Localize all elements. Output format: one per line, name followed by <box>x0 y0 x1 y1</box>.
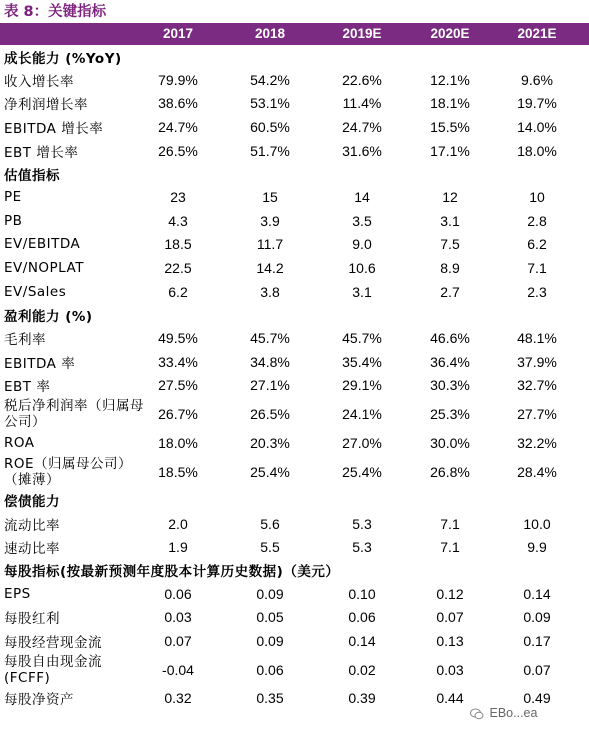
row-label: EV/EBITDA <box>4 236 81 253</box>
table-cell: 36.4% <box>430 353 470 370</box>
table-cell: 15.5% <box>430 118 470 135</box>
wechat-icon <box>470 708 484 720</box>
table-cell: 27.7% <box>517 406 557 423</box>
section-title: 每股指标(按最新预测年度股本计算历史数据)（美元） <box>4 564 340 581</box>
row-label: EBT 率 <box>4 379 51 396</box>
table-cell: 53.1% <box>250 95 290 112</box>
table-cell: 54.2% <box>250 71 290 88</box>
section-title: 偿债能力 <box>4 494 60 511</box>
column-header: 2021E <box>517 26 557 41</box>
table-row <box>0 582 589 606</box>
table-cell: 24.7% <box>342 118 382 135</box>
table-cell: 27.5% <box>158 377 198 394</box>
table-cell: 32.2% <box>517 434 557 451</box>
table-cell: 23 <box>170 189 186 206</box>
table-cell: 0.07 <box>523 661 551 678</box>
section-header-row <box>0 489 589 512</box>
section-header-row <box>0 45 589 68</box>
table-cell: 8.9 <box>440 259 460 276</box>
section-title: 估值指标 <box>4 167 60 184</box>
row-label: 收入增长率 <box>4 73 74 90</box>
table-cell: 0.39 <box>348 690 376 707</box>
table-cell: 7.1 <box>440 515 460 532</box>
table-cell: 6.2 <box>527 236 547 253</box>
table-cell: 10 <box>529 189 545 206</box>
table-cell: 9.6% <box>521 71 553 88</box>
table-cell: 22.5 <box>164 259 192 276</box>
table-row <box>0 256 589 280</box>
table-cell: 3.1 <box>352 283 372 300</box>
row-label: 每股自由现金流(FCFF) <box>4 653 102 686</box>
table-cell: 17.1% <box>430 142 470 159</box>
table-cell: 35.4% <box>342 353 382 370</box>
table-cell: 0.14 <box>523 585 551 602</box>
table-cell: 79.9% <box>158 71 198 88</box>
table-cell: 33.4% <box>158 353 198 370</box>
table-cell: 25.3% <box>430 406 470 423</box>
table-cell: 5.5 <box>260 539 280 556</box>
table-cell: 10.6 <box>348 259 376 276</box>
table-row <box>0 280 589 304</box>
table-cell: 60.5% <box>250 118 290 135</box>
table-cell: 2.7 <box>440 283 460 300</box>
table-cell: 0.05 <box>256 609 284 626</box>
watermark-text: EBo...ea <box>489 706 538 720</box>
table-cell: 7.5 <box>440 236 460 253</box>
table-cell: 29.1% <box>342 377 382 394</box>
column-header: 2020E <box>430 26 470 41</box>
column-header: 2018 <box>254 26 286 41</box>
table-cell: 5.3 <box>352 539 372 556</box>
table-cell: 0.10 <box>348 585 376 602</box>
table-cell: 0.12 <box>436 585 464 602</box>
table-row <box>0 431 589 455</box>
table-cell: 18.5% <box>158 463 198 480</box>
table-row <box>0 455 589 489</box>
table-title: 表 8：关键指标 <box>4 4 107 20</box>
table-cell: 2.8 <box>527 212 547 229</box>
table-cell: 11.4% <box>342 95 382 112</box>
row-label: EBITDA 率 <box>4 355 76 372</box>
table-cell: 27.0% <box>342 434 382 451</box>
table-cell: 3.9 <box>260 212 280 229</box>
row-label: 每股经营现金流 <box>4 634 102 651</box>
table-cell: 14.0% <box>517 118 557 135</box>
section-header-row <box>0 162 589 185</box>
table-cell: 3.1 <box>440 212 460 229</box>
table-cell: 0.17 <box>523 632 551 649</box>
table-cell: 2.3 <box>527 283 547 300</box>
row-label: ROA <box>4 434 35 451</box>
section-title: 盈利能力 (%) <box>4 308 93 325</box>
table-cell: 0.03 <box>164 609 192 626</box>
table-cell: 0.49 <box>523 690 551 707</box>
table-cell: 45.7% <box>250 330 290 347</box>
section-header-row <box>0 303 589 326</box>
table-cell: 28.4% <box>517 463 557 480</box>
table-cell: 7.1 <box>527 259 547 276</box>
table-cell: 5.6 <box>260 515 280 532</box>
table-cell: 0.03 <box>436 661 464 678</box>
table-cell: 0.14 <box>348 632 376 649</box>
table-cell: 49.5% <box>158 330 198 347</box>
table-cell: 45.7% <box>342 330 382 347</box>
table-cell: 4.3 <box>168 212 188 229</box>
table-cell: 22.6% <box>342 71 382 88</box>
row-label: PE <box>4 189 22 206</box>
table-cell: 51.7% <box>250 142 290 159</box>
table-cell: 26.7% <box>158 406 198 423</box>
watermark <box>470 706 537 720</box>
row-label: 流动比率 <box>4 517 60 534</box>
table-cell: 5.3 <box>352 515 372 532</box>
table-cell: 0.44 <box>436 690 464 707</box>
row-label: ROE（归属母公司）（摊薄） <box>4 455 133 488</box>
row-label: EBITDA 增长率 <box>4 120 104 137</box>
table-row <box>0 115 589 139</box>
row-label: EV/NOPLAT <box>4 259 84 276</box>
table-cell: 14.2 <box>256 259 284 276</box>
row-label: 税后净利润率（归属母公司） <box>4 398 144 431</box>
table-row <box>0 629 589 653</box>
table-cell: 24.1% <box>342 406 382 423</box>
table-cell: 26.5% <box>250 406 290 423</box>
table-cell: 12.1% <box>430 71 470 88</box>
table-cell: 0.13 <box>436 632 464 649</box>
table-cell: 0.09 <box>523 609 551 626</box>
row-label: 每股净资产 <box>4 692 74 709</box>
table-cell: 30.0% <box>430 434 470 451</box>
table-row <box>0 653 589 687</box>
table-cell: 18.1% <box>430 95 470 112</box>
table-cell: 0.32 <box>164 690 192 707</box>
table-row <box>0 326 589 350</box>
table-cell: 19.7% <box>517 95 557 112</box>
table-cell: 31.6% <box>342 142 382 159</box>
row-label: 速动比率 <box>4 541 60 558</box>
table-cell: 9.9 <box>527 539 547 556</box>
table-row <box>0 535 589 559</box>
table-row <box>0 185 589 209</box>
table-cell: 15 <box>262 189 278 206</box>
row-label: 每股红利 <box>4 611 60 628</box>
row-label: 毛利率 <box>4 332 46 349</box>
table-cell: 7.1 <box>440 539 460 556</box>
table-cell: 30.3% <box>430 377 470 394</box>
table-cell: 46.6% <box>430 330 470 347</box>
table-row <box>0 374 589 398</box>
table-cell: 0.09 <box>256 585 284 602</box>
section-title: 成长能力 (%YoY) <box>4 50 122 67</box>
table-row <box>0 233 589 257</box>
table-cell: 6.2 <box>168 283 188 300</box>
table-row <box>0 139 589 163</box>
row-label: EBT 增长率 <box>4 144 79 161</box>
table-cell: 0.06 <box>164 585 192 602</box>
table-cell: 18.0% <box>158 434 198 451</box>
section-header-row <box>0 559 589 582</box>
table-row <box>0 606 589 630</box>
table-cell: 38.6% <box>158 95 198 112</box>
table-cell: 10.0 <box>523 515 551 532</box>
row-label: PB <box>4 212 23 229</box>
table-row <box>0 350 589 374</box>
table-cell: 0.06 <box>256 661 284 678</box>
table-cell: 0.09 <box>256 632 284 649</box>
table-cell: 14 <box>354 189 370 206</box>
table-cell: 26.8% <box>430 463 470 480</box>
table-cell: 24.7% <box>158 118 198 135</box>
table-cell: 25.4% <box>342 463 382 480</box>
table-body <box>0 45 589 710</box>
table-cell: 0.07 <box>436 609 464 626</box>
table-cell: 0.35 <box>256 690 284 707</box>
table-cell: 26.5% <box>158 142 198 159</box>
row-label: EPS <box>4 585 31 602</box>
table-cell: 11.7 <box>256 236 284 253</box>
table-cell: 0.02 <box>348 661 376 678</box>
table-header <box>0 23 589 45</box>
table-cell: 18.5 <box>164 236 192 253</box>
column-header: 2019E <box>342 26 382 41</box>
table-cell: 34.8% <box>250 353 290 370</box>
column-header: 2017 <box>162 26 194 41</box>
table-row <box>0 68 589 92</box>
table-cell: 0.07 <box>164 632 192 649</box>
table-cell: 20.3% <box>250 434 290 451</box>
table-cell: 18.0% <box>517 142 557 159</box>
table-row <box>0 92 589 116</box>
table-row <box>0 512 589 536</box>
table-cell: 32.7% <box>517 377 557 394</box>
table-cell: 3.5 <box>352 212 372 229</box>
row-label: 净利润增长率 <box>4 97 88 114</box>
table-cell: 0.06 <box>348 609 376 626</box>
row-label: EV/Sales <box>4 283 67 300</box>
table-cell: 3.8 <box>260 283 280 300</box>
table-cell: 48.1% <box>517 330 557 347</box>
table-row <box>0 397 589 431</box>
table-cell: 9.0 <box>352 236 372 253</box>
table-cell: 37.9% <box>517 353 557 370</box>
table-cell: 27.1% <box>250 377 290 394</box>
table-cell: 25.4% <box>250 463 290 480</box>
table-cell: -0.04 <box>162 661 194 678</box>
table-cell: 2.0 <box>168 515 188 532</box>
table-cell: 12 <box>442 189 458 206</box>
table-row <box>0 209 589 233</box>
table-cell: 1.9 <box>168 539 188 556</box>
